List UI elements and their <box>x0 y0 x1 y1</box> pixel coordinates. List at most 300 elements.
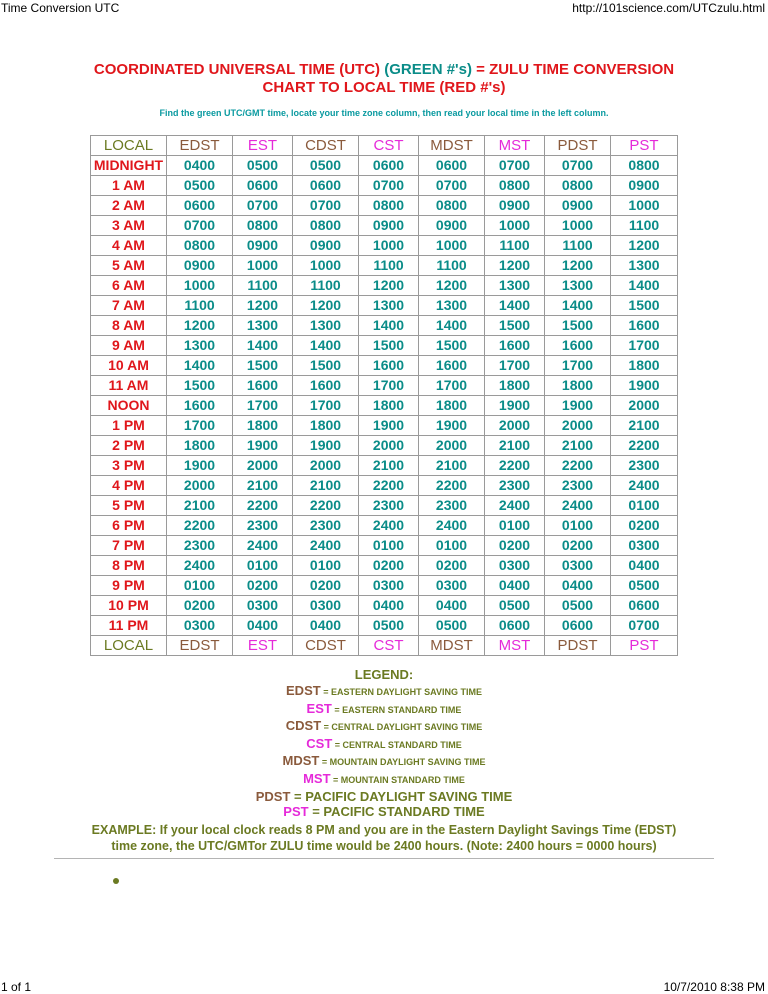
legend-abbr: MST <box>303 770 331 786</box>
utc-time-cell: 1000 <box>545 216 611 236</box>
legend-abbr: PDST <box>255 788 291 804</box>
utc-time-cell: 0500 <box>485 596 545 616</box>
column-header: EDST <box>167 636 233 656</box>
legend-desc: = MOUNTAIN DAYLIGHT SAVING TIME <box>319 757 486 768</box>
utc-time-cell: 1900 <box>485 396 545 416</box>
utc-time-cell: 0800 <box>359 196 419 216</box>
utc-time-cell: 2000 <box>167 476 233 496</box>
local-time-cell: 2 AM <box>91 196 167 216</box>
table-row <box>91 376 678 396</box>
utc-time-cell: 0400 <box>545 576 611 596</box>
legend-item <box>40 789 728 805</box>
utc-time-cell: 2100 <box>167 496 233 516</box>
utc-time-cell: 1000 <box>419 236 485 256</box>
utc-time-cell: 2400 <box>293 536 359 556</box>
utc-time-cell: 0400 <box>611 556 678 576</box>
utc-time-cell: 0500 <box>233 156 293 176</box>
utc-time-cell: 0300 <box>293 596 359 616</box>
legend-abbr: PST <box>283 804 309 820</box>
utc-time-cell: 0100 <box>167 576 233 596</box>
utc-time-cell: 0700 <box>359 176 419 196</box>
utc-time-cell: 1300 <box>611 256 678 276</box>
utc-time-cell: 1400 <box>233 336 293 356</box>
local-time-cell: 7 AM <box>91 296 167 316</box>
column-header: EST <box>233 136 293 156</box>
utc-time-cell: 1800 <box>293 416 359 436</box>
utc-time-cell: 1300 <box>359 296 419 316</box>
example-text <box>40 822 728 854</box>
utc-time-cell: 0100 <box>293 556 359 576</box>
utc-time-cell: 1300 <box>419 296 485 316</box>
legend-item <box>40 683 728 701</box>
local-time-cell: 5 PM <box>91 496 167 516</box>
local-time-cell: 3 PM <box>91 456 167 476</box>
utc-time-cell: 1100 <box>419 256 485 276</box>
utc-time-cell: 2400 <box>485 496 545 516</box>
table-footer-row <box>91 636 678 656</box>
utc-time-cell: 0100 <box>359 536 419 556</box>
utc-time-cell: 2300 <box>167 536 233 556</box>
local-time-cell: 9 AM <box>91 336 167 356</box>
table-row <box>91 536 678 556</box>
legend-item <box>40 771 728 789</box>
utc-time-cell: 0200 <box>611 516 678 536</box>
utc-time-cell: 0900 <box>233 236 293 256</box>
table-row <box>91 496 678 516</box>
utc-time-cell: 1500 <box>167 376 233 396</box>
utc-time-cell: 0800 <box>293 216 359 236</box>
local-time-cell: 11 PM <box>91 616 167 636</box>
utc-time-cell: 0100 <box>485 516 545 536</box>
utc-time-cell: 1800 <box>611 356 678 376</box>
local-time-cell: 7 PM <box>91 536 167 556</box>
column-header: PDST <box>545 636 611 656</box>
table-row <box>91 556 678 576</box>
column-header: MDST <box>419 636 485 656</box>
table-row <box>91 236 678 256</box>
utc-time-cell: 2200 <box>359 476 419 496</box>
utc-time-cell: 0300 <box>167 616 233 636</box>
utc-time-cell: 0200 <box>293 576 359 596</box>
utc-time-cell: 0800 <box>233 216 293 236</box>
utc-time-cell: 2200 <box>611 436 678 456</box>
utc-time-cell: 0500 <box>419 616 485 636</box>
utc-time-cell: 1100 <box>233 276 293 296</box>
column-header: MDST <box>419 136 485 156</box>
utc-time-cell: 0200 <box>233 576 293 596</box>
utc-time-cell: 0800 <box>611 156 678 176</box>
utc-time-cell: 1100 <box>359 256 419 276</box>
utc-time-cell: 0500 <box>545 596 611 616</box>
utc-time-cell: 1300 <box>545 276 611 296</box>
title-green-note: (GREEN #'s) <box>384 61 472 78</box>
local-time-cell: 10 PM <box>91 596 167 616</box>
utc-time-cell: 1900 <box>167 456 233 476</box>
utc-time-cell: 1300 <box>293 316 359 336</box>
utc-time-cell: 0400 <box>485 576 545 596</box>
utc-time-cell: 1400 <box>485 296 545 316</box>
utc-time-cell: 1200 <box>611 236 678 256</box>
column-header: CST <box>359 636 419 656</box>
utc-time-cell: 2000 <box>611 396 678 416</box>
page-header-title: Time Conversion UTC <box>1 1 120 15</box>
utc-time-cell: 1600 <box>233 376 293 396</box>
utc-time-cell: 0700 <box>167 216 233 236</box>
legend-abbr: EST <box>306 700 332 716</box>
utc-time-cell: 0200 <box>485 536 545 556</box>
local-time-cell: 11 AM <box>91 376 167 396</box>
utc-time-cell: 1900 <box>545 396 611 416</box>
local-time-cell: 4 PM <box>91 476 167 496</box>
utc-time-cell: 0200 <box>167 596 233 616</box>
local-time-cell: 6 AM <box>91 276 167 296</box>
utc-time-cell: 1900 <box>233 436 293 456</box>
utc-time-cell: 1000 <box>233 256 293 276</box>
title-line2: CHART TO LOCAL TIME (RED #'s) <box>262 79 506 96</box>
table-header-row <box>91 136 678 156</box>
utc-time-cell: 0300 <box>233 596 293 616</box>
utc-time-cell: 0900 <box>419 216 485 236</box>
legend <box>40 666 728 820</box>
utc-time-cell: 0100 <box>611 496 678 516</box>
utc-time-cell: 2200 <box>419 476 485 496</box>
utc-time-cell: 1600 <box>545 336 611 356</box>
utc-time-cell: 1900 <box>611 376 678 396</box>
utc-time-cell: 2100 <box>233 476 293 496</box>
table-row <box>91 356 678 376</box>
legend-desc: = PACIFIC STANDARD TIME <box>308 804 485 820</box>
utc-time-cell: 1500 <box>545 316 611 336</box>
utc-time-cell: 1100 <box>293 276 359 296</box>
utc-time-cell: 0400 <box>167 156 233 176</box>
utc-time-cell: 1000 <box>293 256 359 276</box>
page-header-url: http://101science.com/UTCzulu.html <box>572 1 765 15</box>
local-time-cell: NOON <box>91 396 167 416</box>
table-row <box>91 456 678 476</box>
utc-time-cell: 0600 <box>167 196 233 216</box>
utc-time-cell: 1800 <box>419 396 485 416</box>
local-time-cell: 1 AM <box>91 176 167 196</box>
utc-time-cell: 2300 <box>359 496 419 516</box>
utc-time-cell: 1600 <box>293 376 359 396</box>
local-time-cell: 8 AM <box>91 316 167 336</box>
utc-time-cell: 2400 <box>611 476 678 496</box>
utc-time-cell: 1500 <box>233 356 293 376</box>
utc-time-cell: 0700 <box>293 196 359 216</box>
utc-time-cell: 1400 <box>611 276 678 296</box>
utc-time-cell: 1700 <box>167 416 233 436</box>
utc-time-cell: 2200 <box>233 496 293 516</box>
utc-time-cell: 0300 <box>485 556 545 576</box>
local-time-cell: MIDNIGHT <box>91 156 167 176</box>
column-header: MST <box>485 136 545 156</box>
utc-time-cell: 1500 <box>359 336 419 356</box>
utc-time-cell: 2300 <box>611 456 678 476</box>
utc-time-cell: 1100 <box>485 236 545 256</box>
utc-time-cell: 2100 <box>611 416 678 436</box>
utc-time-cell: 2200 <box>167 516 233 536</box>
table-row <box>91 196 678 216</box>
utc-time-cell: 0400 <box>233 616 293 636</box>
table-row <box>91 576 678 596</box>
column-header: PST <box>611 636 678 656</box>
instructions: Find the green UTC/GMT time, locate your time zone column, then read your local time in the left column. <box>159 108 609 118</box>
table-row <box>91 396 678 416</box>
utc-time-cell: 0800 <box>167 236 233 256</box>
utc-time-cell: 2000 <box>233 456 293 476</box>
table-row <box>91 476 678 496</box>
utc-time-cell: 1000 <box>485 216 545 236</box>
utc-time-cell: 1100 <box>611 216 678 236</box>
column-header: EST <box>233 636 293 656</box>
local-time-cell: 5 AM <box>91 256 167 276</box>
utc-time-cell: 1800 <box>485 376 545 396</box>
utc-time-cell: 0600 <box>419 156 485 176</box>
utc-time-cell: 0900 <box>611 176 678 196</box>
legend-item <box>40 753 728 771</box>
utc-time-cell: 0800 <box>485 176 545 196</box>
utc-time-cell: 0600 <box>233 176 293 196</box>
utc-time-cell: 1700 <box>359 376 419 396</box>
column-header: PDST <box>545 136 611 156</box>
utc-time-cell: 2400 <box>359 516 419 536</box>
legend-abbr: EDST <box>286 683 321 698</box>
utc-time-cell: 1900 <box>359 416 419 436</box>
table-row <box>91 596 678 616</box>
utc-time-cell: 0500 <box>611 576 678 596</box>
utc-time-cell: 0700 <box>485 156 545 176</box>
utc-time-cell: 1400 <box>293 336 359 356</box>
legend-heading: LEGEND: <box>354 667 414 682</box>
utc-time-cell: 0300 <box>359 576 419 596</box>
utc-time-cell: 1400 <box>419 316 485 336</box>
utc-time-cell: 0900 <box>293 236 359 256</box>
column-header: LOCAL <box>91 136 167 156</box>
utc-time-cell: 0700 <box>545 156 611 176</box>
local-time-cell: 9 PM <box>91 576 167 596</box>
column-header: CST <box>359 136 419 156</box>
utc-time-cell: 2000 <box>419 436 485 456</box>
page-title <box>40 61 728 97</box>
table-row <box>91 276 678 296</box>
utc-time-cell: 1700 <box>545 356 611 376</box>
divider <box>54 858 714 859</box>
utc-time-cell: 1800 <box>359 396 419 416</box>
local-time-cell: 8 PM <box>91 556 167 576</box>
utc-time-cell: 0900 <box>359 216 419 236</box>
legend-item <box>40 736 728 754</box>
utc-time-cell: 0300 <box>611 536 678 556</box>
utc-time-cell: 2000 <box>545 416 611 436</box>
utc-time-cell: 1200 <box>167 316 233 336</box>
table-row <box>91 516 678 536</box>
utc-time-cell: 1600 <box>611 316 678 336</box>
local-time-cell: 2 PM <box>91 436 167 456</box>
utc-time-cell: 1400 <box>359 316 419 336</box>
utc-time-cell: 1700 <box>293 396 359 416</box>
utc-time-cell: 0600 <box>611 596 678 616</box>
utc-time-cell: 0800 <box>545 176 611 196</box>
utc-time-cell: 1600 <box>167 396 233 416</box>
table-row <box>91 316 678 336</box>
example-line-1: EXAMPLE: If your local clock reads 8 PM and you are in the Eastern Daylight Savings Time (EDST) <box>91 823 677 837</box>
bullet-icon <box>113 878 119 884</box>
utc-time-cell: 2100 <box>485 436 545 456</box>
utc-time-cell: 1200 <box>233 296 293 316</box>
utc-time-cell: 0700 <box>233 196 293 216</box>
utc-time-cell: 0600 <box>545 616 611 636</box>
table-row <box>91 176 678 196</box>
table-row <box>91 256 678 276</box>
utc-time-cell: 1400 <box>167 356 233 376</box>
example-line-2: time zone, the UTC/GMTor ZULU time would be 2400 hours. (Note: 2400 hours = 0000 hours) <box>111 839 657 853</box>
title-part2: = ZULU TIME CONVERSION <box>471 61 675 78</box>
utc-time-cell: 0500 <box>293 156 359 176</box>
utc-time-cell: 1200 <box>359 276 419 296</box>
utc-time-cell: 0400 <box>419 596 485 616</box>
utc-time-cell: 1100 <box>167 296 233 316</box>
utc-time-cell: 0700 <box>611 616 678 636</box>
table-row <box>91 296 678 316</box>
local-time-cell: 6 PM <box>91 516 167 536</box>
utc-time-cell: 0600 <box>359 156 419 176</box>
utc-time-cell: 2000 <box>485 416 545 436</box>
utc-time-cell: 0100 <box>545 516 611 536</box>
local-time-cell: 4 AM <box>91 236 167 256</box>
utc-time-cell: 2200 <box>485 456 545 476</box>
table-row <box>91 416 678 436</box>
utc-time-cell: 2400 <box>545 496 611 516</box>
utc-time-cell: 1600 <box>485 336 545 356</box>
legend-desc: = MOUNTAIN STANDARD TIME <box>330 774 465 785</box>
utc-time-cell: 0600 <box>485 616 545 636</box>
utc-time-cell: 1700 <box>233 396 293 416</box>
utc-time-cell: 0300 <box>545 556 611 576</box>
utc-time-cell: 2000 <box>293 456 359 476</box>
title-part1: COORDINATED UNIVERSAL TIME (UTC) <box>93 61 385 78</box>
utc-time-cell: 1500 <box>293 356 359 376</box>
utc-time-cell: 1600 <box>359 356 419 376</box>
legend-desc: = CENTRAL STANDARD TIME <box>332 739 462 750</box>
utc-time-cell: 1000 <box>611 196 678 216</box>
utc-time-cell: 0800 <box>419 196 485 216</box>
utc-time-cell: 0500 <box>167 176 233 196</box>
utc-time-cell: 1300 <box>485 276 545 296</box>
utc-time-cell: 1700 <box>611 336 678 356</box>
utc-time-cell: 0900 <box>167 256 233 276</box>
utc-time-cell: 0100 <box>419 536 485 556</box>
utc-time-cell: 2100 <box>359 456 419 476</box>
legend-item <box>40 718 728 736</box>
utc-time-cell: 2100 <box>419 456 485 476</box>
legend-desc: = PACIFIC DAYLIGHT SAVING TIME <box>290 788 513 804</box>
utc-time-cell: 1900 <box>293 436 359 456</box>
utc-time-cell: 1200 <box>419 276 485 296</box>
utc-time-cell: 2400 <box>419 516 485 536</box>
local-time-cell: 1 PM <box>91 416 167 436</box>
utc-time-cell: 2000 <box>359 436 419 456</box>
utc-time-cell: 2300 <box>419 496 485 516</box>
legend-desc: = CENTRAL DAYLIGHT SAVING TIME <box>321 722 483 733</box>
column-header: PST <box>611 136 678 156</box>
utc-time-cell: 1600 <box>419 356 485 376</box>
utc-time-cell: 1700 <box>419 376 485 396</box>
legend-abbr: MDST <box>282 753 320 769</box>
utc-time-cell: 2200 <box>545 456 611 476</box>
utc-time-cell: 0200 <box>545 536 611 556</box>
utc-time-cell: 1500 <box>485 316 545 336</box>
utc-time-cell: 2300 <box>233 516 293 536</box>
utc-time-cell: 0100 <box>233 556 293 576</box>
utc-time-cell: 0300 <box>419 576 485 596</box>
utc-time-cell: 1000 <box>359 236 419 256</box>
column-header: CDST <box>293 136 359 156</box>
local-time-cell: 10 AM <box>91 356 167 376</box>
utc-time-cell: 2300 <box>485 476 545 496</box>
column-header: CDST <box>293 636 359 656</box>
utc-time-cell: 1400 <box>545 296 611 316</box>
utc-time-cell: 1300 <box>167 336 233 356</box>
utc-time-cell: 0600 <box>293 176 359 196</box>
utc-time-cell: 0400 <box>359 596 419 616</box>
utc-time-cell: 1100 <box>545 236 611 256</box>
utc-time-cell: 1800 <box>233 416 293 436</box>
page-footer-count: 1 of 1 <box>1 980 32 994</box>
legend-desc: = EASTERN DAYLIGHT SAVING TIME <box>320 687 482 697</box>
legend-abbr: CST <box>306 735 333 751</box>
local-time-cell: 3 AM <box>91 216 167 236</box>
utc-time-cell: 2300 <box>545 476 611 496</box>
column-header: MST <box>485 636 545 656</box>
utc-time-cell: 1200 <box>485 256 545 276</box>
utc-time-cell: 2300 <box>293 516 359 536</box>
utc-time-cell: 0900 <box>485 196 545 216</box>
utc-time-cell: 0200 <box>359 556 419 576</box>
utc-time-cell: 0200 <box>419 556 485 576</box>
utc-time-cell: 2100 <box>293 476 359 496</box>
legend-item <box>40 804 728 820</box>
utc-time-cell: 2400 <box>167 556 233 576</box>
page-footer-date: 10/7/2010 8:38 PM <box>663 980 765 994</box>
table-row <box>91 616 678 636</box>
utc-time-cell: 1900 <box>419 416 485 436</box>
legend-abbr: CDST <box>285 718 322 734</box>
utc-time-cell: 1500 <box>611 296 678 316</box>
utc-time-cell: 1200 <box>293 296 359 316</box>
table-row <box>91 336 678 356</box>
utc-time-cell: 0500 <box>359 616 419 636</box>
table-row <box>91 156 678 176</box>
conversion-table <box>90 135 678 656</box>
table-row <box>91 216 678 236</box>
legend-desc: = EASTERN STANDARD TIME <box>331 704 462 715</box>
utc-time-cell: 2100 <box>545 436 611 456</box>
utc-time-cell: 0700 <box>419 176 485 196</box>
legend-item <box>40 701 728 719</box>
utc-time-cell: 1800 <box>545 376 611 396</box>
utc-time-cell: 2400 <box>233 536 293 556</box>
utc-time-cell: 0900 <box>545 196 611 216</box>
utc-time-cell: 1700 <box>485 356 545 376</box>
utc-time-cell: 1300 <box>233 316 293 336</box>
column-header: LOCAL <box>91 636 167 656</box>
table-row <box>91 436 678 456</box>
utc-time-cell: 1800 <box>167 436 233 456</box>
column-header: EDST <box>167 136 233 156</box>
utc-time-cell: 2200 <box>293 496 359 516</box>
utc-time-cell: 0400 <box>293 616 359 636</box>
utc-time-cell: 1000 <box>167 276 233 296</box>
